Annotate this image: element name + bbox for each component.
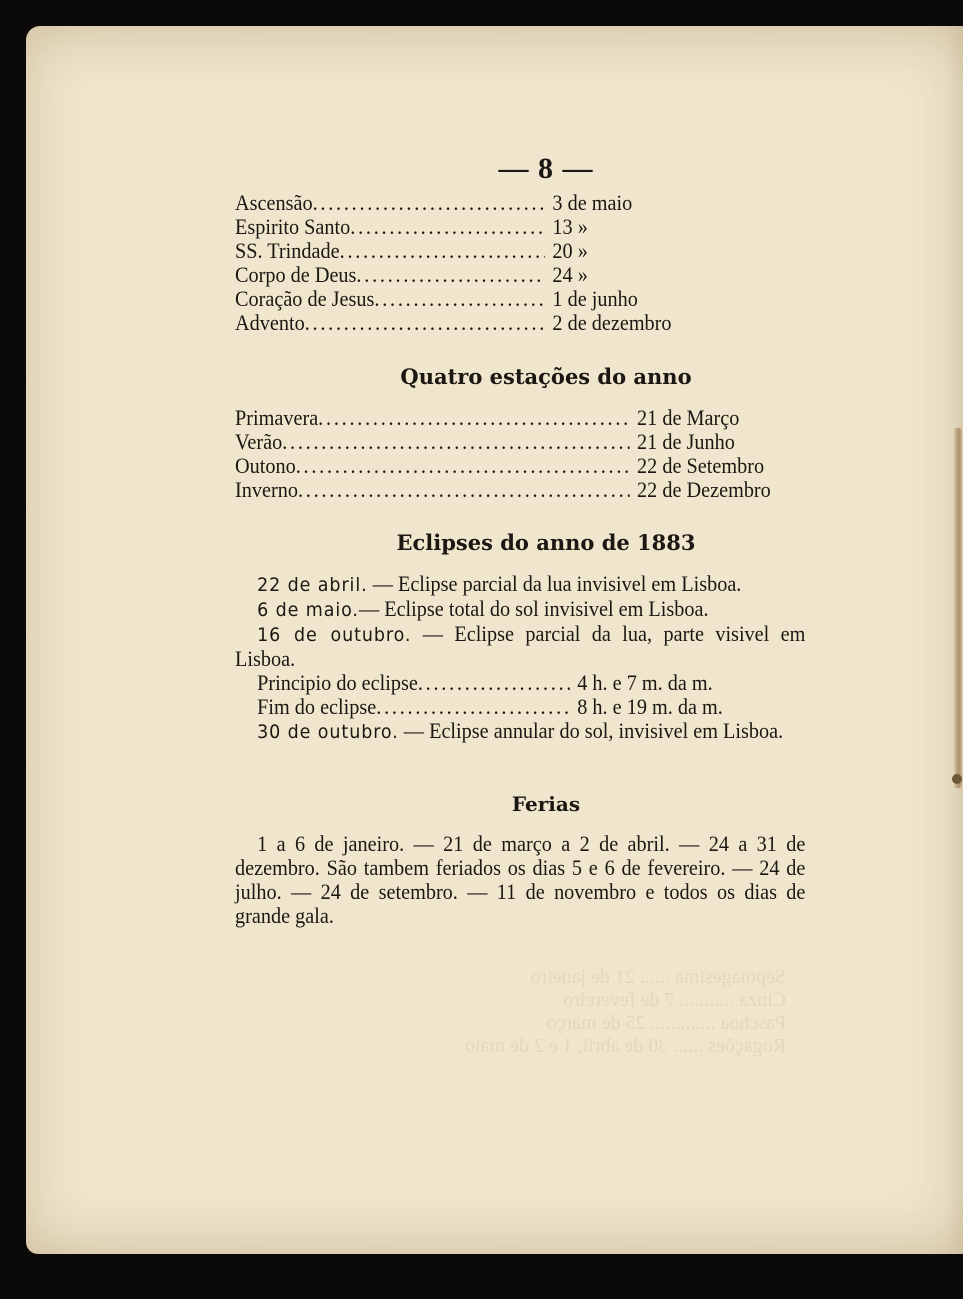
eclipse-entry — [235, 597, 805, 622]
feast-row — [235, 311, 690, 335]
eclipse-description: — Eclipse total do sol invisivel em Lisboa. — [358, 596, 709, 621]
page-edge-tab — [954, 428, 962, 788]
leader-dots — [296, 454, 630, 478]
feast-row — [235, 191, 690, 215]
time-value: 8 h. e 19 m. da m. — [577, 694, 723, 719]
season-label: Inverno — [235, 477, 298, 502]
feast-date: 3 de maio — [552, 190, 633, 215]
page-number: — 8 — — [498, 152, 594, 185]
leader-dots — [350, 215, 545, 239]
leader-dots — [340, 239, 545, 263]
feast-label: Advento — [235, 310, 305, 335]
feast-date: 24 » — [552, 262, 588, 287]
feast-list — [235, 191, 690, 335]
eclipse-entry — [235, 719, 805, 744]
eclipse-description: — Eclipse annular do sol, invisivel em Lisboa. — [398, 718, 784, 743]
edge-dot — [952, 774, 962, 784]
bleed-through: Septuagesima ...... 21 de janeiro Cinza ........... 7 de fevereiro Paschoa ............. 25 de março Rogações ...... 30 de abril, 1 e 2 de maio — [464, 966, 786, 1057]
season-label: Primavera — [235, 405, 319, 430]
leader-dots — [356, 263, 545, 287]
feast-date: 13 » — [552, 214, 588, 239]
feast-date: 2 de dezembro — [552, 310, 672, 335]
leader-dots — [298, 478, 630, 502]
eclipse-entry — [235, 622, 805, 671]
feast-label: Espirito Santo — [235, 214, 351, 239]
season-date: 21 de Junho — [637, 429, 735, 454]
ferias-heading: Ferias — [511, 792, 581, 816]
leader-dots — [418, 671, 570, 695]
seasons-list — [235, 406, 807, 502]
leader-dots — [376, 695, 570, 719]
eclipse-date: 30 de outubro. — [257, 721, 399, 743]
eclipses-section — [235, 572, 805, 744]
eclipse-date: 16 de outubro. — [257, 624, 412, 646]
eclipse-description: — Eclipse parcial da lua, parte visivel em Lisboa. — [235, 621, 806, 671]
eclipse-entry — [235, 572, 805, 597]
feast-label: Corpo de Deus — [235, 262, 357, 287]
eclipse-time-row — [235, 671, 784, 695]
leader-dots — [318, 406, 630, 430]
season-row — [235, 478, 807, 502]
time-value: 4 h. e 7 m. da m. — [577, 670, 713, 695]
season-date: 22 de Dezembro — [637, 477, 771, 502]
eclipse-description: — Eclipse parcial da lua invisivel em Lisboa. — [367, 571, 742, 596]
season-label: Verão — [235, 429, 283, 454]
season-row — [235, 454, 807, 478]
eclipse-time-row — [235, 695, 784, 719]
leader-dots — [282, 430, 629, 454]
feast-row — [235, 287, 690, 311]
season-row — [235, 430, 807, 454]
season-date: 21 de Março — [637, 405, 740, 430]
eclipses-heading: Eclipses do anno de 1883 — [396, 530, 696, 555]
feast-row — [235, 263, 690, 287]
feast-row — [235, 239, 690, 263]
season-label: Outono — [235, 453, 296, 478]
feast-row — [235, 215, 690, 239]
feast-label: Ascensão — [235, 190, 313, 215]
feast-label: SS. Trindade — [235, 238, 340, 263]
feast-date: 20 » — [552, 238, 588, 263]
ferias-paragraph — [235, 832, 805, 928]
eclipse-date: 22 de abril. — [257, 574, 368, 596]
leader-dots — [313, 191, 545, 215]
eclipse-date: 6 de maio. — [257, 599, 359, 621]
document-page — [26, 26, 963, 1254]
leader-dots — [305, 311, 545, 335]
leader-dots — [374, 287, 545, 311]
season-row — [235, 406, 807, 430]
feast-label: Coração de Jesus — [235, 286, 375, 311]
time-label: Fim do eclipse — [257, 694, 377, 719]
seasons-heading: Quatro estações do anno — [400, 364, 692, 389]
ferias-text: 1 a 6 de janeiro. — 21 de março a 2 de abril. — 24 a 31 de dezembro. São tambem feriados os dias 5 e 6 de fevereiro. — 24 de julho. — 24 de setembro. — 11 de novembro e todos os dias de grande gala. — [235, 831, 806, 928]
season-date: 22 de Setembro — [637, 453, 765, 478]
feast-date: 1 de junho — [552, 286, 638, 311]
time-label: Principio do eclipse — [257, 670, 418, 695]
